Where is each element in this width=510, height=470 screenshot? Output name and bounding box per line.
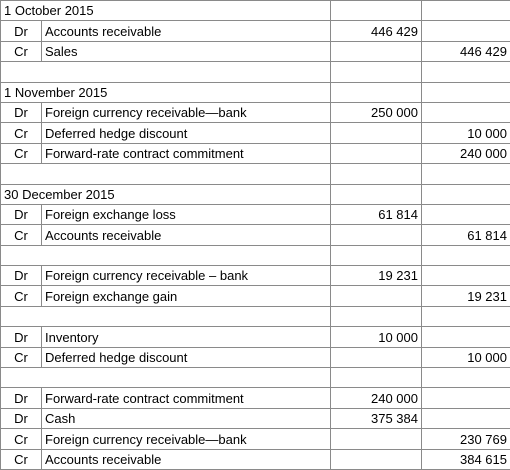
dr-cr-indicator: Cr	[1, 143, 42, 163]
credit-amount: 384 615	[422, 449, 510, 469]
dr-cr-indicator: Dr	[1, 102, 42, 122]
credit-amount: 10 000	[422, 347, 510, 367]
dr-cr-indicator: Dr	[1, 327, 42, 347]
credit-cell	[422, 306, 510, 326]
account-name: Accounts receivable	[42, 449, 331, 469]
credit-amount: 19 231	[422, 286, 510, 306]
debit-cell	[331, 306, 422, 326]
dr-cr-indicator: Dr	[1, 21, 42, 41]
debit-cell	[331, 245, 422, 265]
credit-cell	[422, 164, 510, 184]
debit-amount	[331, 286, 422, 306]
blank-cell	[1, 62, 331, 82]
dr-cr-indicator: Dr	[1, 204, 42, 224]
debit-amount: 10 000	[331, 327, 422, 347]
journal-entry-row	[1, 225, 510, 245]
journal-entry-row	[1, 286, 510, 306]
dr-cr-indicator: Dr	[1, 388, 42, 408]
debit-amount	[331, 429, 422, 449]
credit-amount	[422, 21, 510, 41]
journal-entry-row	[1, 123, 510, 143]
blank-row	[1, 164, 510, 184]
credit-cell	[422, 82, 510, 102]
dr-cr-indicator: Dr	[1, 408, 42, 428]
dr-cr-indicator: Cr	[1, 286, 42, 306]
blank-cell	[1, 245, 331, 265]
account-name: Cash	[42, 408, 331, 428]
debit-amount: 19 231	[331, 266, 422, 286]
debit-cell	[331, 1, 422, 21]
debit-amount: 375 384	[331, 408, 422, 428]
journal-entry-row	[1, 143, 510, 163]
entry-date: 1 October 2015	[1, 1, 331, 21]
debit-amount: 446 429	[331, 21, 422, 41]
blank-cell	[1, 306, 331, 326]
account-name: Sales	[42, 41, 331, 61]
credit-amount: 230 769	[422, 429, 510, 449]
dr-cr-indicator: Cr	[1, 225, 42, 245]
dr-cr-indicator: Cr	[1, 429, 42, 449]
credit-amount	[422, 327, 510, 347]
credit-cell	[422, 368, 510, 388]
journal-entry-row	[1, 388, 510, 408]
dr-cr-indicator: Cr	[1, 449, 42, 469]
credit-cell	[422, 184, 510, 204]
debit-amount	[331, 225, 422, 245]
debit-cell	[331, 368, 422, 388]
account-name: Foreign currency receivable – bank	[42, 266, 331, 286]
debit-cell	[331, 82, 422, 102]
credit-cell	[422, 245, 510, 265]
dr-cr-indicator: Cr	[1, 347, 42, 367]
entry-date: 1 November 2015	[1, 82, 331, 102]
debit-amount	[331, 123, 422, 143]
journal-entry-row	[1, 408, 510, 428]
debit-amount: 240 000	[331, 388, 422, 408]
blank-row	[1, 62, 510, 82]
blank-cell	[1, 164, 331, 184]
dr-cr-indicator: Dr	[1, 266, 42, 286]
journal-entry-row	[1, 266, 510, 286]
journal-entry-row	[1, 21, 510, 41]
credit-amount: 61 814	[422, 225, 510, 245]
debit-amount	[331, 347, 422, 367]
credit-amount	[422, 388, 510, 408]
credit-amount: 446 429	[422, 41, 510, 61]
debit-amount	[331, 143, 422, 163]
journal-entry-row	[1, 41, 510, 61]
debit-amount: 61 814	[331, 204, 422, 224]
account-name: Accounts receivable	[42, 225, 331, 245]
credit-amount	[422, 102, 510, 122]
credit-cell	[422, 62, 510, 82]
blank-row	[1, 368, 510, 388]
credit-amount	[422, 266, 510, 286]
credit-amount: 240 000	[422, 143, 510, 163]
journal-entry-row	[1, 429, 510, 449]
journal-entry-row	[1, 204, 510, 224]
date-row	[1, 1, 510, 21]
blank-row	[1, 245, 510, 265]
debit-cell	[331, 164, 422, 184]
entry-date: 30 December 2015	[1, 184, 331, 204]
debit-amount	[331, 449, 422, 469]
account-name: Accounts receivable	[42, 21, 331, 41]
account-name: Deferred hedge discount	[42, 347, 331, 367]
date-row	[1, 184, 510, 204]
credit-amount	[422, 204, 510, 224]
dr-cr-indicator: Cr	[1, 123, 42, 143]
debit-amount	[331, 41, 422, 61]
account-name: Foreign exchange gain	[42, 286, 331, 306]
account-name: Foreign exchange loss	[42, 204, 331, 224]
account-name: Forward-rate contract commitment	[42, 143, 331, 163]
account-name: Forward-rate contract commitment	[42, 388, 331, 408]
debit-cell	[331, 184, 422, 204]
blank-row	[1, 306, 510, 326]
debit-cell	[331, 62, 422, 82]
account-name: Inventory	[42, 327, 331, 347]
credit-amount: 10 000	[422, 123, 510, 143]
dr-cr-indicator: Cr	[1, 41, 42, 61]
blank-cell	[1, 368, 331, 388]
journal-body	[1, 1, 510, 470]
credit-amount	[422, 408, 510, 428]
account-name: Foreign currency receivable—bank	[42, 102, 331, 122]
date-row	[1, 82, 510, 102]
account-name: Foreign currency receivable—bank	[42, 429, 331, 449]
journal-entry-row	[1, 449, 510, 469]
journal-entry-row	[1, 102, 510, 122]
journal-entry-row	[1, 347, 510, 367]
account-name: Deferred hedge discount	[42, 123, 331, 143]
credit-cell	[422, 1, 510, 21]
debit-amount: 250 000	[331, 102, 422, 122]
journal-entry-row	[1, 327, 510, 347]
